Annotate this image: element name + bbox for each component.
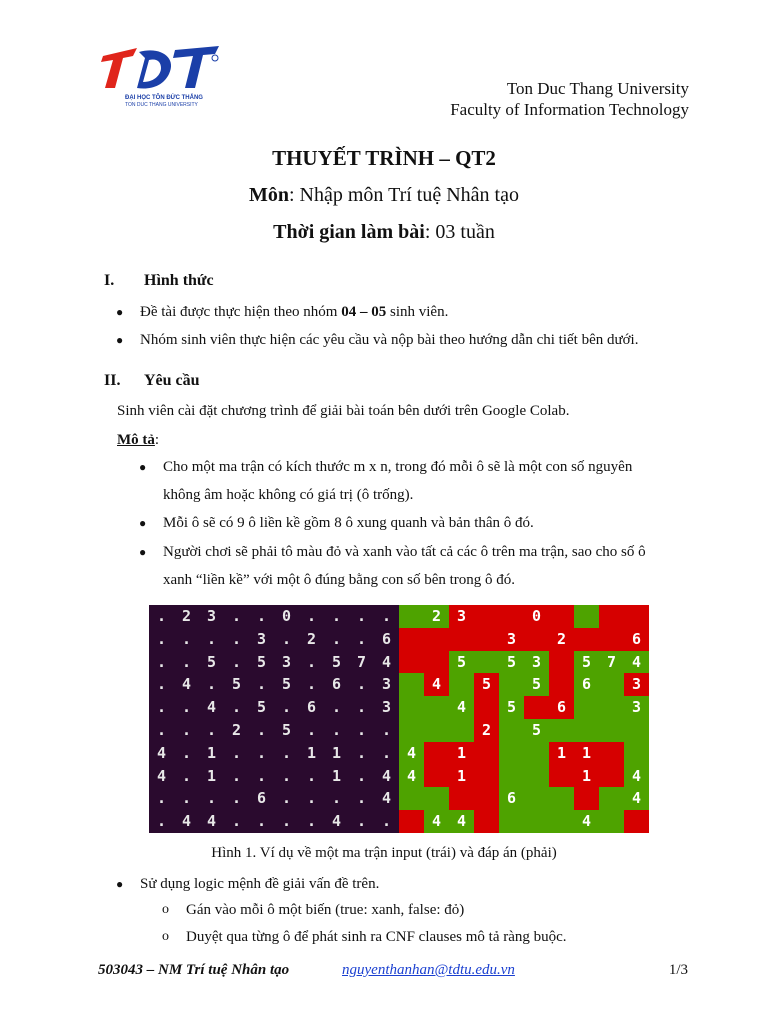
solution-cell [424, 628, 449, 651]
time-line [0, 221, 768, 244]
solution-cell: 4 [574, 810, 599, 833]
solution-cell: 0 [524, 605, 549, 628]
solution-cell [524, 696, 549, 719]
solution-cell [449, 719, 474, 742]
solution-cell: 4 [399, 765, 424, 788]
university-info [450, 78, 689, 120]
solution-cell: 6 [624, 628, 649, 651]
doc-title: THUYẾT TRÌNH – QT2 [272, 146, 496, 170]
solution-cell: 2 [424, 605, 449, 628]
input-cell: 6 [331, 675, 342, 694]
input-cell: 6 [306, 698, 317, 717]
input-cell: . [181, 766, 192, 785]
solution-cell [599, 696, 624, 719]
solution-cell [524, 787, 549, 810]
input-cell: . [356, 698, 367, 717]
input-cell: . [281, 789, 292, 808]
input-cell: . [181, 789, 192, 808]
input-cell: . [306, 675, 317, 694]
input-cell: . [231, 629, 242, 648]
solution-cell [424, 651, 449, 674]
input-cell: . [356, 675, 367, 694]
input-cell: 1 [306, 743, 317, 762]
time-label: Thời gian làm bài [273, 221, 425, 243]
solution-cell: 3 [449, 605, 474, 628]
figure-1 [149, 605, 651, 833]
solution-cell [549, 605, 574, 628]
solution-cell [424, 742, 449, 765]
solution-cell [549, 673, 574, 696]
input-cell: 4 [331, 812, 342, 831]
input-cell: 0 [281, 607, 292, 625]
solution-cell [499, 673, 524, 696]
solution-cell [399, 605, 424, 628]
logo-sub: ĐẠI HỌC TÔN ĐỨC THẮNG [125, 95, 203, 101]
solution-cell [524, 765, 549, 788]
input-cell: . [256, 721, 267, 739]
solution-cell: 4 [624, 765, 649, 788]
solution-cell: 3 [624, 696, 649, 719]
solution-cell [599, 810, 624, 833]
input-cell: . [381, 607, 392, 625]
solution-cell [399, 810, 424, 833]
solution-cell [474, 742, 499, 765]
sub-bullet-2: o Duyệt qua từng ô để phát sinh ra CNF clauses mô tả ràng buộc. [162, 929, 567, 945]
input-cell: . [156, 629, 167, 648]
section-1-title: Hình thức [144, 272, 214, 289]
input-cell: . [256, 675, 267, 694]
input-cell: . [356, 629, 367, 648]
input-cell: 6 [256, 789, 267, 808]
solution-cell [449, 628, 474, 651]
input-cell: . [356, 743, 367, 762]
solution-cell [574, 787, 599, 810]
solution-cell: 5 [474, 673, 499, 696]
input-cell: . [306, 721, 317, 739]
input-cell: 7 [356, 652, 367, 671]
input-cell: . [331, 629, 342, 648]
solution-cell [499, 719, 524, 742]
solution-cell [624, 605, 649, 628]
input-cell: . [156, 675, 167, 694]
solution-cell [424, 765, 449, 788]
input-cell: . [281, 743, 292, 762]
solution-cell [549, 719, 574, 742]
input-cell: 5 [256, 698, 267, 717]
solution-cell [474, 810, 499, 833]
subject-label: Môn [249, 184, 289, 206]
solution-cell: 1 [574, 765, 599, 788]
section-2-bullet-3: ● Người chơi sẽ phải tô màu đỏ và xanh vào tất cả các ô trên ma trận, sao cho số ô xanh “liền kề” với một ô đúng bằng con số bên trong ô đó. [139, 544, 646, 588]
solution-cell [599, 742, 624, 765]
input-cell: 5 [231, 675, 242, 694]
input-cell: 4 [156, 743, 167, 762]
solution-cell [524, 810, 549, 833]
input-cell: 4 [206, 812, 217, 831]
description-label: Mô tả: [117, 432, 160, 448]
section-2-bullet-1: ● Cho một ma trận có kích thước m x n, trong đó mỗi ô sẽ là một con số nguyên không âm hoặc không có giá trị (ô trống). [139, 459, 633, 503]
input-cell: . [356, 812, 367, 831]
input-cell: 5 [331, 652, 342, 671]
input-cell: 4 [381, 652, 392, 671]
solution-cell: 5 [449, 651, 474, 674]
section-2-bullet-4: ● Sử dụng logic mệnh đề giải vấn đề trên. [116, 876, 380, 892]
input-matrix [149, 605, 399, 833]
solution-cell [499, 810, 524, 833]
solution-cell [399, 787, 424, 810]
input-cell: . [381, 812, 392, 831]
input-cell: 4 [206, 698, 217, 717]
input-cell: . [181, 721, 192, 739]
footer-email[interactable]: nguyenthanhan@tdtu.edu.vn [342, 962, 515, 978]
section-1-heading [104, 272, 214, 290]
solution-cell: 4 [399, 742, 424, 765]
subject-value: : Nhập môn Trí tuệ Nhân tạo [289, 184, 519, 206]
input-cell: . [181, 743, 192, 762]
input-cell: 6 [381, 629, 392, 648]
solution-cell [499, 742, 524, 765]
input-cell: . [331, 698, 342, 717]
solution-cell [599, 628, 624, 651]
solution-cell [574, 719, 599, 742]
solution-cell [549, 810, 574, 833]
figure-caption: Hình 1. Ví dụ về một ma trận input (trái) và đáp án (phải) [211, 845, 557, 861]
solution-cell: 4 [449, 810, 474, 833]
solution-cell [599, 719, 624, 742]
input-cell: 5 [281, 675, 292, 694]
input-cell: 3 [206, 607, 217, 625]
solution-cell: 4 [424, 810, 449, 833]
solution-cell [474, 765, 499, 788]
input-cell: . [206, 629, 217, 648]
solution-cell [424, 787, 449, 810]
section-1-num: I. [104, 272, 115, 289]
footer-page: 1/3 [668, 962, 688, 978]
solution-cell [399, 651, 424, 674]
input-cell: . [281, 698, 292, 717]
solution-cell [499, 765, 524, 788]
input-cell: . [331, 607, 342, 625]
logo-mark [101, 46, 219, 88]
solution-cell [549, 787, 574, 810]
input-cell: 3 [281, 652, 292, 671]
solution-cell [624, 742, 649, 765]
solution-cell [399, 628, 424, 651]
solution-cell [574, 628, 599, 651]
input-cell: . [231, 789, 242, 808]
input-cell: . [181, 652, 192, 671]
input-cell: 1 [206, 766, 217, 785]
input-cell: 4 [381, 789, 392, 808]
input-cell: 3 [381, 698, 392, 717]
section-1-bullet-1: ● Đề tài được thực hiện theo nhóm 04 – 05 sinh viên. [116, 304, 449, 320]
solution-matrix [399, 605, 649, 833]
solution-cell: 4 [424, 673, 449, 696]
solution-cell [399, 696, 424, 719]
input-cell: . [206, 675, 217, 694]
solution-cell [399, 673, 424, 696]
solution-cell: 6 [549, 696, 574, 719]
input-cell: . [356, 789, 367, 808]
solution-cell [424, 696, 449, 719]
input-cell: 4 [181, 675, 192, 694]
solution-cell [599, 605, 624, 628]
input-cell: . [356, 766, 367, 785]
solution-cell: 5 [499, 696, 524, 719]
footer-course: 503043 – NM Trí tuệ Nhân tạo [98, 962, 290, 978]
input-cell: 2 [306, 629, 317, 648]
input-cell: . [356, 721, 367, 739]
input-cell: . [156, 652, 167, 671]
input-cell: . [331, 721, 342, 739]
input-cell: . [256, 766, 267, 785]
solution-cell [549, 651, 574, 674]
solution-cell [449, 787, 474, 810]
solution-cell [624, 719, 649, 742]
solution-cell [474, 696, 499, 719]
logo-sub-en: TON DUC THANG UNIVERSITY [125, 102, 198, 108]
faculty-name: Faculty of Information Technology [450, 100, 689, 119]
solution-cell: 7 [599, 651, 624, 674]
solution-cell: 4 [624, 651, 649, 674]
input-cell: 1 [331, 743, 342, 762]
input-cell: 2 [181, 607, 192, 625]
time-value: : 03 tuần [424, 221, 495, 243]
input-cell: . [156, 607, 167, 625]
solution-cell [474, 605, 499, 628]
input-cell: 1 [331, 766, 342, 785]
university-name: Ton Duc Thang University [506, 79, 689, 98]
input-cell: . [331, 789, 342, 808]
solution-cell: 3 [624, 673, 649, 696]
subject-line [0, 184, 768, 207]
input-cell: . [206, 721, 217, 739]
section-1-bullet-2: ● Nhóm sinh viên thực hiện các yêu cầu và nộp bài theo hướng dẫn chi tiết bên dưới. [116, 332, 639, 348]
input-cell: . [306, 766, 317, 785]
input-cell: . [231, 652, 242, 671]
input-cell: 3 [381, 675, 392, 694]
input-cell: . [256, 607, 267, 625]
section-2-title: Yêu cầu [144, 372, 200, 389]
input-cell: 5 [281, 721, 292, 739]
solution-cell: 4 [624, 787, 649, 810]
section-2-bullet-2: ● Mỗi ô sẽ có 9 ô liền kề gồm 8 ô xung quanh và bản thân ô đó. [139, 515, 534, 531]
solution-cell: 5 [499, 651, 524, 674]
solution-cell: 6 [574, 673, 599, 696]
solution-cell: 6 [499, 787, 524, 810]
input-cell: . [181, 629, 192, 648]
section-2-heading [104, 372, 200, 390]
input-cell: . [306, 652, 317, 671]
input-cell: . [381, 743, 392, 762]
input-cell: . [181, 698, 192, 717]
input-cell: 2 [231, 721, 242, 739]
solution-cell [524, 628, 549, 651]
solution-cell [474, 787, 499, 810]
solution-cell [449, 673, 474, 696]
solution-cell: 5 [524, 719, 549, 742]
solution-cell: 2 [549, 628, 574, 651]
input-cell: . [156, 721, 167, 739]
solution-cell: 1 [449, 765, 474, 788]
input-cell: . [206, 789, 217, 808]
solution-cell: 2 [474, 719, 499, 742]
input-cell: . [156, 698, 167, 717]
input-cell: . [256, 743, 267, 762]
solution-cell [599, 765, 624, 788]
solution-cell [574, 696, 599, 719]
input-cell: . [281, 766, 292, 785]
input-cell: . [306, 812, 317, 831]
solution-cell: 3 [524, 651, 549, 674]
input-cell: 4 [156, 766, 167, 785]
input-cell: . [356, 607, 367, 625]
solution-cell [524, 742, 549, 765]
input-cell: 1 [206, 743, 217, 762]
solution-cell [574, 605, 599, 628]
input-cell: . [281, 629, 292, 648]
solution-cell [599, 787, 624, 810]
solution-cell: 4 [449, 696, 474, 719]
section-2-num: II. [104, 372, 121, 389]
input-cell: . [156, 789, 167, 808]
solution-cell [549, 765, 574, 788]
solution-cell: 1 [574, 742, 599, 765]
input-cell: . [231, 766, 242, 785]
section-2-intro: Sinh viên cài đặt chương trình để giải bài toán bên dưới trên Google Colab. [117, 403, 570, 419]
tdtu-logo [97, 44, 221, 110]
solution-cell: 5 [574, 651, 599, 674]
solution-cell [474, 628, 499, 651]
input-cell: 4 [181, 812, 192, 831]
solution-cell [474, 651, 499, 674]
solution-cell: 1 [449, 742, 474, 765]
input-cell: 5 [206, 652, 217, 671]
input-cell: 5 [256, 652, 267, 671]
solution-cell [424, 719, 449, 742]
input-cell: . [156, 812, 167, 831]
solution-cell [499, 605, 524, 628]
input-cell: 3 [256, 629, 267, 648]
solution-cell: 3 [499, 628, 524, 651]
input-cell: . [306, 789, 317, 808]
input-cell: . [231, 698, 242, 717]
sub-bullet-1: o Gán vào mỗi ô một biến (true: xanh, false: đỏ) [162, 902, 465, 918]
solution-cell: 1 [549, 742, 574, 765]
input-cell: 4 [381, 766, 392, 785]
solution-cell [599, 673, 624, 696]
solution-cell [624, 810, 649, 833]
input-cell: . [231, 812, 242, 831]
input-cell: . [231, 743, 242, 762]
input-cell: . [381, 721, 392, 739]
input-cell: . [281, 812, 292, 831]
solution-cell: 5 [524, 673, 549, 696]
solution-cell [399, 719, 424, 742]
input-cell: . [231, 607, 242, 625]
input-cell: . [306, 607, 317, 625]
input-cell: . [256, 812, 267, 831]
